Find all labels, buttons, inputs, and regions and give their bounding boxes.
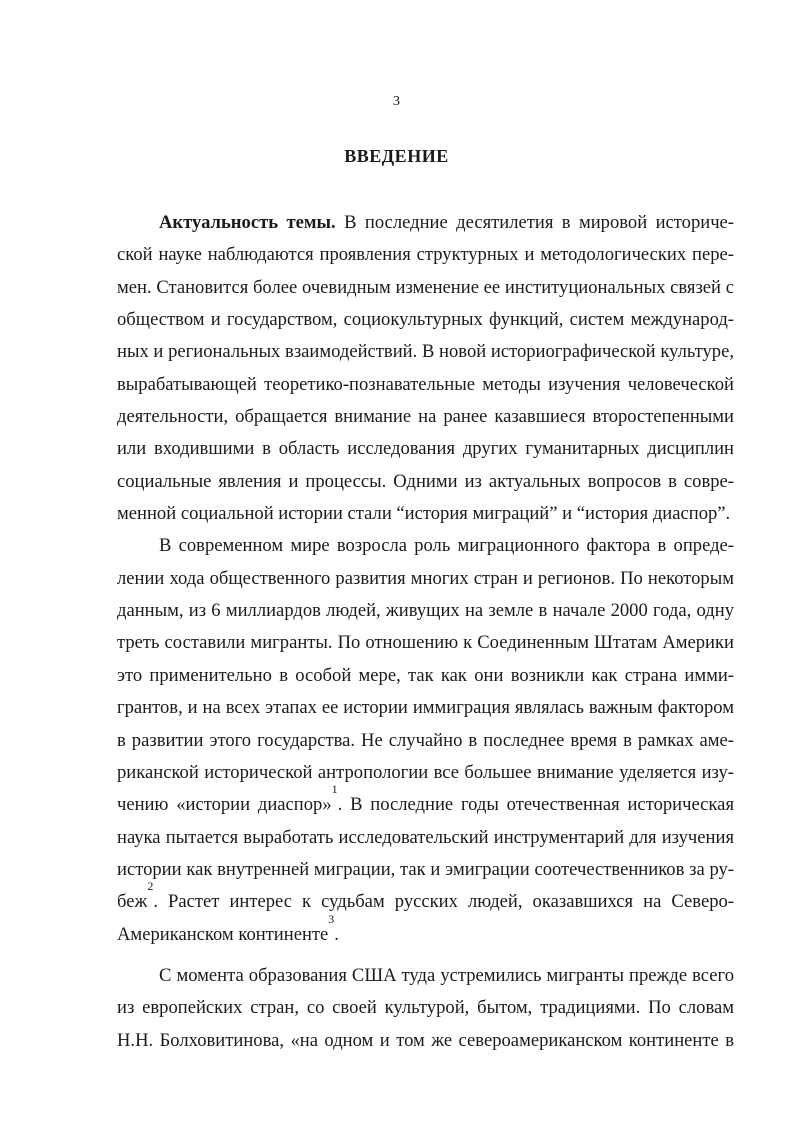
paragraph-2-line-7: в развитии этого государства. Не случайно в последнее время в рамках аме- bbox=[117, 729, 734, 751]
paragraph-1-line-9: социальные явления и процессы. Одними из актуальных вопросов в совре- bbox=[117, 470, 734, 492]
paragraph-3-line-1: С момента образования США туда устремились мигранты прежде всего bbox=[159, 964, 734, 986]
footnote-ref-1: 1 bbox=[331, 782, 338, 797]
paragraph-1-line-6: вырабатывающей теоретико-познавательные методы изучения человеческой bbox=[117, 373, 734, 395]
paragraph-1-line-4: обществом и государством, социокультурных функций, систем международ- bbox=[117, 309, 734, 331]
paragraph-2-line-13: Американском континенте$^3$. bbox=[117, 911, 339, 945]
paragraph-2-line-12: беж$^2$. Растет интерес к судьбам русских людей, оказавшихся на Северо- bbox=[117, 879, 734, 913]
paragraph-1-line-7: деятельности, обращается внимание на ранее казавшиеся второстепенными bbox=[117, 406, 734, 428]
paragraph-2-line-6: грантов, и на всех этапах ее истории иммиграция являлась важным фактором bbox=[117, 697, 734, 719]
paragraph-3-line-2: из европейских стран, со своей культурой, бытом, традициями. По словам bbox=[117, 997, 734, 1019]
paragraph-1-line-8: или входившими в область исследования других гуманитарных дисциплин bbox=[117, 438, 734, 460]
section-heading: ВВЕДЕНИЕ bbox=[344, 146, 449, 166]
paragraph-2-line-3: данным, из 6 миллиардов людей, живущих на земле в начале 2000 года, одну bbox=[117, 600, 734, 622]
paragraph-1-line-3: мен. Становится более очевидным изменение ее институциональных связей с bbox=[117, 276, 734, 298]
paragraph-2-line-4: треть составили мигранты. По отношению к Соединенным Штатам Америки bbox=[117, 632, 734, 654]
paragraph-1-line-2: ской науке наблюдаются проявления структурных и методологических пере- bbox=[117, 244, 734, 266]
paragraph-3-line-3: Н.Н. Болховитинова, «на одном и том же североамериканском континенте в bbox=[117, 1029, 734, 1051]
paragraph-1-line-1: Актуальность темы. В последние десятилетия в мировой историче- bbox=[159, 212, 735, 233]
paragraph-2-line-11: истории как внутренней миграции, так и эмиграции соотечественников за ру- bbox=[117, 858, 734, 880]
page-number: 3 bbox=[393, 94, 400, 109]
paragraph-2-line-8: риканской исторической антропологии все большее внимание уделяется изу- bbox=[117, 761, 734, 783]
lead-phrase: Актуальность темы. bbox=[159, 212, 336, 233]
paragraph-2-line-2: лении хода общественного развития многих стран и регионов. По некоторым bbox=[117, 567, 734, 589]
paragraph-2-line-9: чению «истории диаспор»$^1$. В последние годы отечественная историческая bbox=[117, 782, 734, 816]
footnote-ref-3: 3 bbox=[328, 911, 335, 926]
paragraph-1-line-5: ных и региональных взаимодействий. В новой историографической культуре, bbox=[117, 341, 734, 363]
body-text bbox=[117, 207, 734, 1057]
paragraph-2-line-1: В современном мире возросла роль миграционного фактора в опреде- bbox=[159, 535, 734, 557]
paragraph-1-line-10: менной социальной истории стали “история миграций” и “история диаспор”. bbox=[117, 503, 731, 525]
paragraph-2-line-10: наука пытается выработать исследовательский инструментарий для изучения bbox=[117, 826, 734, 848]
footnote-ref-2: 2 bbox=[147, 879, 154, 894]
paragraph-2-line-5: это применительно в особой мере, так как они возникли как страна имми- bbox=[117, 664, 734, 686]
